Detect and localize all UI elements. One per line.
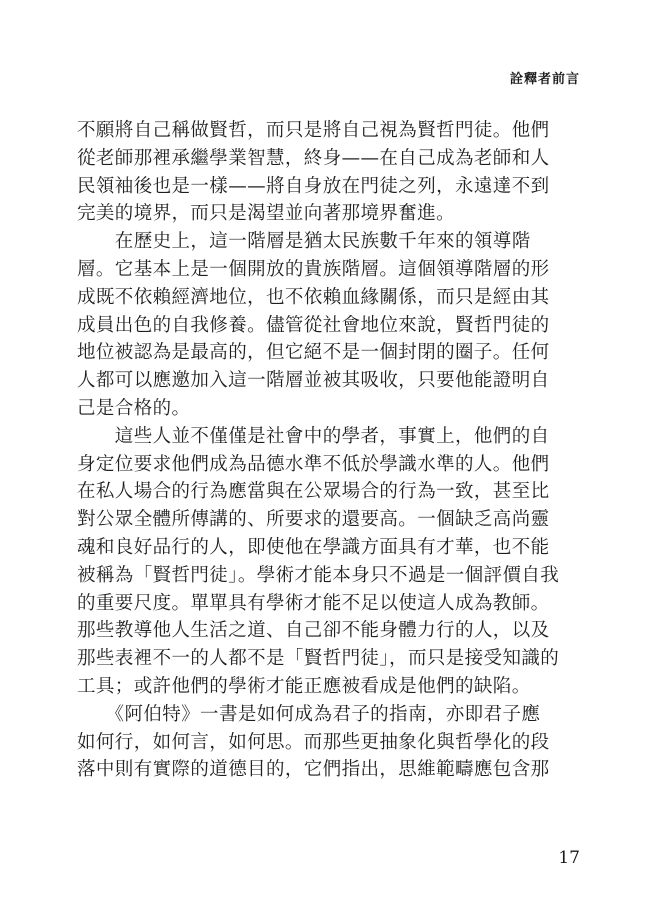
- page-number: 17: [558, 848, 580, 868]
- text-line: 層。它基本上是一個開放的貴族階層。這個領導階層的形: [77, 258, 550, 280]
- text-line: 成既不依賴經濟地位，也不依賴血緣關係，而只是經由其: [77, 286, 550, 308]
- running-header: 詮釋者前言: [509, 72, 580, 87]
- text-line: 從老師那裡承繼學業智慧，終身——在自己成為老師和人: [77, 147, 550, 169]
- text-line: 落中則有實際的道德目的，它們指出，思維範疇應包含那: [77, 759, 550, 781]
- text-line: 己是合格的。: [77, 397, 191, 419]
- text-line: 被稱為「賢哲門徒」。學術才能本身只不過是一個評價自我: [77, 564, 560, 586]
- text-line: 的重要尺度。單單具有學術才能不足以使這人成為教師。: [77, 592, 550, 614]
- text-line: 人都可以應邀加入這一階層並被其吸收，只要他能證明自: [77, 370, 550, 392]
- text-line: 那些表裡不一的人都不是「賢哲門徒」，而只是接受知識的: [77, 648, 560, 670]
- text-line: 完美的境界，而只是渴望並向著那境界奮進。: [77, 203, 456, 225]
- text-line: 不願將自己稱做賢哲，而只是將自己視為賢哲門徒。他們: [77, 120, 550, 141]
- body-text: [77, 117, 582, 784]
- text-line: 身定位要求他們成為品德水準不低於學識水準的人。他們: [77, 453, 550, 475]
- text-line: 工具；或許他們的學術才能正應被看成是他們的缺陷。: [77, 675, 531, 697]
- text-line: 在私人場合的行為應當與在公眾場合的行為一致，甚至比: [77, 481, 550, 503]
- text-line: 魂和良好品行的人，即使他在學識方面具有才華，也不能: [77, 536, 550, 558]
- text-line: 《阿伯特》一書是如何成為君子的指南，亦即君子應: [77, 703, 541, 725]
- text-line: 這些人並不僅僅是社會中的學者，事實上，他們的自: [77, 425, 550, 447]
- text-line: 那些教導他人生活之道、自己卻不能身體力行的人，以及: [77, 620, 550, 642]
- text-line: 成員出色的自我修養。儘管從社會地位來說，賢哲門徒的: [77, 314, 550, 336]
- text-line: 如何行，如何言，如何思。而那些更抽象化與哲學化的段: [77, 731, 550, 753]
- text-line: 在歷史上，這一階層是猶太民族數千年來的領導階: [77, 231, 531, 253]
- text-line: 對公眾全體所傳講的、所要求的還要高。一個缺乏高尚靈: [77, 509, 550, 531]
- text-line: 民領袖後也是一樣——將自身放在門徒之列，永遠達不到: [77, 175, 550, 197]
- text-line: 地位被認為是最高的，但它絕不是一個封閉的圈子。任何: [77, 342, 550, 364]
